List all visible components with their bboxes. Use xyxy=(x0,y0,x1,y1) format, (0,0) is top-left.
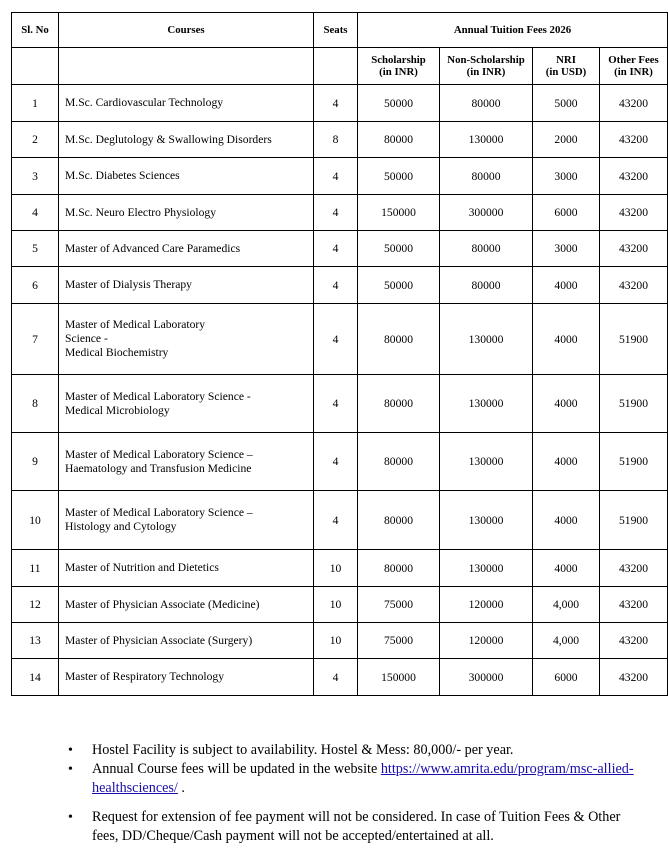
cell-sl-no: 4 xyxy=(12,195,59,231)
cell-other-fees: 43200 xyxy=(600,231,668,267)
header-nri: NRI (in USD) xyxy=(533,48,600,85)
cell-course xyxy=(59,375,314,433)
cell-other-fees: 51900 xyxy=(600,375,668,433)
cell-seats: 4 xyxy=(314,433,358,491)
course-line: Master of Medical Laboratory xyxy=(65,318,206,331)
cell-non-scholarship: 80000 xyxy=(440,231,533,267)
cell-course xyxy=(59,433,314,491)
cell-non-scholarship: 120000 xyxy=(440,587,533,623)
cell-non-scholarship: 80000 xyxy=(440,158,533,195)
cell-scholarship: 50000 xyxy=(358,267,440,304)
cell-course xyxy=(59,122,314,158)
cell-other-fees: 51900 xyxy=(600,433,668,491)
cell-other-fees: 43200 xyxy=(600,587,668,623)
cell-seats: 4 xyxy=(314,267,358,304)
table-header xyxy=(12,13,668,85)
cell-scholarship: 80000 xyxy=(358,304,440,375)
note-hostel xyxy=(68,741,648,760)
bullet: • xyxy=(68,743,73,758)
table-row xyxy=(12,587,668,623)
cell-scholarship: 80000 xyxy=(358,433,440,491)
cell-seats: 4 xyxy=(314,304,358,375)
cell-sl-no: 11 xyxy=(12,550,59,587)
cell-seats: 4 xyxy=(314,491,358,550)
table-row xyxy=(12,85,668,122)
cell-scholarship: 150000 xyxy=(358,659,440,696)
cell-nri: 4000 xyxy=(533,304,600,375)
cell-sl-no: 10 xyxy=(12,491,59,550)
cell-course xyxy=(59,267,314,304)
cell-nri: 4000 xyxy=(533,267,600,304)
course-line: M.Sc. Diabetes Sciences xyxy=(65,169,180,182)
header-blank xyxy=(59,48,314,85)
cell-sl-no: 13 xyxy=(12,623,59,659)
cell-nri: 4,000 xyxy=(533,587,600,623)
cell-course xyxy=(59,623,314,659)
note-extension xyxy=(68,808,648,846)
course-line: Master of Dialysis Therapy xyxy=(65,278,192,291)
cell-course xyxy=(59,195,314,231)
note-course-fees xyxy=(68,760,648,798)
cell-sl-no: 5 xyxy=(12,231,59,267)
table-row xyxy=(12,623,668,659)
header-scholarship: Scholarship (in INR) xyxy=(358,48,440,85)
cell-scholarship: 80000 xyxy=(358,122,440,158)
cell-sl-no: 12 xyxy=(12,587,59,623)
cell-sl-no: 2 xyxy=(12,122,59,158)
cell-non-scholarship: 130000 xyxy=(440,375,533,433)
cell-seats: 4 xyxy=(314,375,358,433)
cell-nri: 4000 xyxy=(533,433,600,491)
header-courses: Courses xyxy=(59,13,314,48)
course-line: Master of Medical Laboratory Science - xyxy=(65,389,251,403)
table-row xyxy=(12,122,668,158)
cell-scholarship: 80000 xyxy=(358,491,440,550)
cell-nri: 6000 xyxy=(533,659,600,696)
table-row xyxy=(12,433,668,491)
course-line: Histology and Cytology xyxy=(65,520,177,533)
note-course-fees-suffix: . xyxy=(177,780,185,796)
cell-course xyxy=(59,85,314,122)
cell-sl-no: 3 xyxy=(12,158,59,195)
cell-other-fees: 43200 xyxy=(600,195,668,231)
table-body xyxy=(12,85,668,696)
course-line: Master of Nutrition and Dietetics xyxy=(65,561,219,574)
course-line: Master of Respiratory Technology xyxy=(65,670,224,683)
course-line: Master of Advanced Care Paramedics xyxy=(65,241,241,255)
bullet: • xyxy=(68,810,73,825)
cell-scholarship: 50000 xyxy=(358,231,440,267)
course-line: Master of Medical Laboratory Science – xyxy=(65,506,253,519)
cell-course xyxy=(59,491,314,550)
course-line: M.Sc. Neuro Electro Physiology xyxy=(65,205,217,219)
cell-sl-no: 8 xyxy=(12,375,59,433)
cell-nri: 4,000 xyxy=(533,623,600,659)
cell-scholarship: 80000 xyxy=(358,550,440,587)
cell-other-fees: 43200 xyxy=(600,659,668,696)
cell-other-fees: 43200 xyxy=(600,122,668,158)
cell-nri: 4000 xyxy=(533,491,600,550)
cell-nri: 6000 xyxy=(533,195,600,231)
cell-seats: 10 xyxy=(314,550,358,587)
cell-scholarship: 75000 xyxy=(358,623,440,659)
header-seats: Seats xyxy=(314,13,358,48)
course-line: M.Sc. Deglutology & Swallowing Disorders xyxy=(65,132,272,146)
cell-other-fees: 51900 xyxy=(600,304,668,375)
cell-course xyxy=(59,550,314,587)
table-row xyxy=(12,375,668,433)
cell-sl-no: 7 xyxy=(12,304,59,375)
cell-sl-no: 6 xyxy=(12,267,59,304)
cell-other-fees: 43200 xyxy=(600,85,668,122)
cell-non-scholarship: 80000 xyxy=(440,85,533,122)
note-extension-text: Request for extension of fee payment will not be considered. In case of Tuition Fees & Other fees, DD/Cheque/Cash payment will not be accepted/entertained at all. xyxy=(92,809,621,844)
table-row xyxy=(12,550,668,587)
table-row xyxy=(12,195,668,231)
cell-seats: 4 xyxy=(314,85,358,122)
header-blank xyxy=(314,48,358,85)
cell-course xyxy=(59,304,314,375)
cell-seats: 4 xyxy=(314,231,358,267)
program-link[interactable]: https://www.amrita.edu/program/msc-allied-healthsciences/ xyxy=(92,761,634,796)
table-row xyxy=(12,267,668,304)
course-line: Master of Physician Associate (Surgery) xyxy=(65,633,253,647)
cell-course xyxy=(59,158,314,195)
cell-sl-no: 9 xyxy=(12,433,59,491)
course-line: Master of Physician Associate (Medicine) xyxy=(65,597,260,611)
cell-course xyxy=(59,659,314,696)
header-other-fees: Other Fees (in INR) xyxy=(600,48,668,85)
cell-non-scholarship: 130000 xyxy=(440,433,533,491)
table-row xyxy=(12,158,668,195)
cell-other-fees: 43200 xyxy=(600,623,668,659)
cell-nri: 4000 xyxy=(533,550,600,587)
course-line: M.Sc. Cardiovascular Technology xyxy=(65,96,224,109)
table-row xyxy=(12,491,668,550)
cell-course xyxy=(59,231,314,267)
cell-other-fees: 43200 xyxy=(600,158,668,195)
cell-non-scholarship: 130000 xyxy=(440,304,533,375)
cell-other-fees: 43200 xyxy=(600,550,668,587)
cell-nri: 4000 xyxy=(533,375,600,433)
cell-sl-no: 14 xyxy=(12,659,59,696)
cell-seats: 4 xyxy=(314,158,358,195)
course-line: Medical Biochemistry xyxy=(65,346,169,359)
fees-table xyxy=(11,12,668,696)
cell-scholarship: 75000 xyxy=(358,587,440,623)
cell-non-scholarship: 130000 xyxy=(440,550,533,587)
cell-course xyxy=(59,587,314,623)
cell-nri: 3000 xyxy=(533,158,600,195)
course-line: Haematology and Transfusion Medicine xyxy=(65,461,252,475)
table-row xyxy=(12,231,668,267)
bullet: • xyxy=(68,762,73,777)
cell-scholarship: 80000 xyxy=(358,375,440,433)
cell-non-scholarship: 130000 xyxy=(440,491,533,550)
header-blank xyxy=(12,48,59,85)
cell-seats: 10 xyxy=(314,623,358,659)
cell-seats: 4 xyxy=(314,659,358,696)
cell-scholarship: 150000 xyxy=(358,195,440,231)
cell-non-scholarship: 80000 xyxy=(440,267,533,304)
cell-nri: 2000 xyxy=(533,122,600,158)
table-row xyxy=(12,659,668,696)
cell-non-scholarship: 120000 xyxy=(440,623,533,659)
cell-seats: 10 xyxy=(314,587,358,623)
course-line: Medical Microbiology xyxy=(65,403,170,417)
cell-non-scholarship: 300000 xyxy=(440,195,533,231)
header-sl-no: Sl. No xyxy=(12,13,59,48)
cell-other-fees: 43200 xyxy=(600,267,668,304)
cell-sl-no: 1 xyxy=(12,85,59,122)
cell-non-scholarship: 300000 xyxy=(440,659,533,696)
header-non-scholarship: Non-Scholarship (in INR) xyxy=(440,48,533,85)
cell-scholarship: 50000 xyxy=(358,85,440,122)
header-fees-group: Annual Tuition Fees 2026 xyxy=(358,13,668,48)
note-hostel-text: Hostel Facility is subject to availability. Hostel & Mess: 80,000/- per year. xyxy=(92,742,514,758)
course-line: Master of Medical Laboratory Science – xyxy=(65,447,253,461)
note-course-fees-text: Annual Course fees will be updated in the website xyxy=(92,761,381,777)
cell-scholarship: 50000 xyxy=(358,158,440,195)
cell-non-scholarship: 130000 xyxy=(440,122,533,158)
cell-seats: 4 xyxy=(314,195,358,231)
cell-nri: 5000 xyxy=(533,85,600,122)
cell-nri: 3000 xyxy=(533,231,600,267)
cell-seats: 8 xyxy=(314,122,358,158)
course-line: Science - xyxy=(65,332,108,345)
cell-other-fees: 51900 xyxy=(600,491,668,550)
table-row xyxy=(12,304,668,375)
